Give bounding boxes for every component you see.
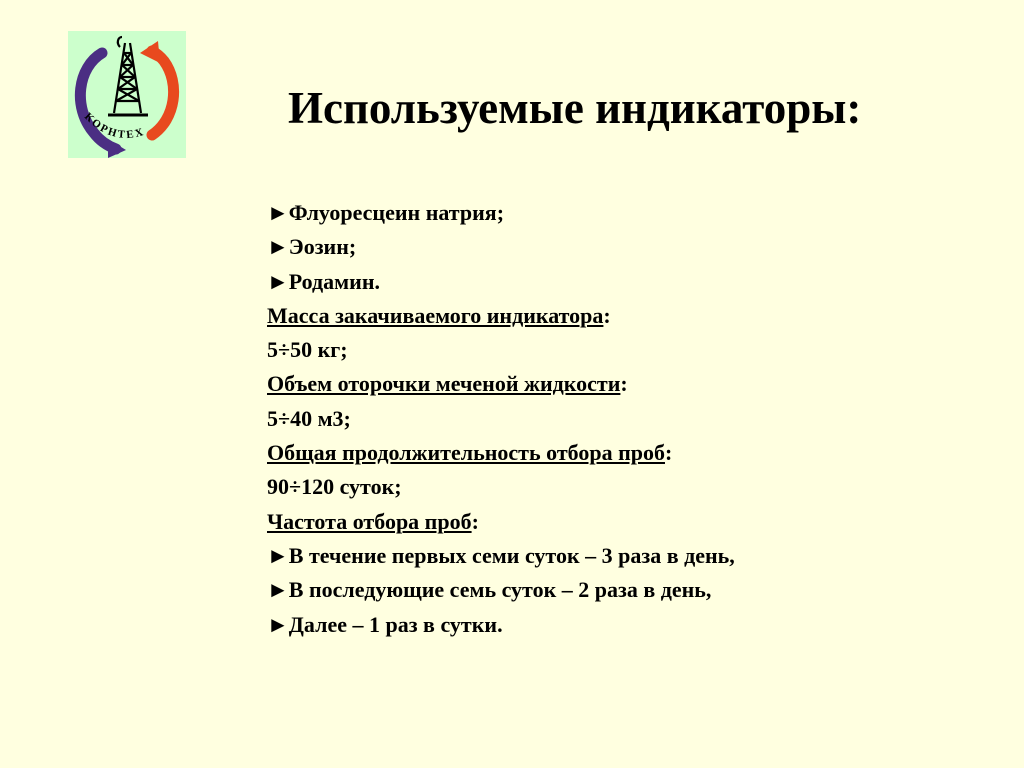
logo-text: КОРНТЕХ	[81, 110, 147, 142]
heading-slug-volume: Объем оторочки меченой жидкости:	[267, 371, 628, 397]
list-item-rhodamine: ►Родамин.	[267, 268, 381, 294]
right-arrow-head	[140, 41, 160, 63]
bullet-icon: ►	[267, 234, 289, 260]
bullet-icon: ►	[267, 268, 289, 294]
list-item-fluorescein: ►Флуоресцеин натрия;	[267, 200, 505, 225]
bullet-icon: ►	[267, 577, 289, 603]
bullet-icon: ►	[267, 200, 289, 225]
list-item-after: ►Далее – 1 раз в сутки.	[267, 611, 503, 637]
page-title: Используемые индикаторы:	[288, 83, 862, 133]
list-item-second-week: ►В последующие семь суток – 2 раза в день,	[267, 577, 712, 603]
bullet-icon: ►	[267, 542, 289, 568]
list-item-first-week: ►В течение первых семи суток – 3 раза в день,	[267, 542, 735, 568]
derrick-shape	[108, 37, 148, 115]
right-arrow-shape	[152, 51, 174, 135]
list-item-eosin: ►Эозин;	[267, 234, 357, 260]
value-sampling-duration: 90÷120 суток;	[267, 474, 402, 500]
company-logo	[68, 31, 186, 158]
value-indicator-mass: 5÷50 кг;	[267, 337, 348, 363]
left-arrow-head	[108, 139, 126, 158]
heading-indicator-mass: Масса закачиваемого индикатора:	[267, 302, 611, 328]
heading-sampling-duration: Общая продолжительность отбора проб:	[267, 440, 673, 466]
indicator-list	[267, 196, 1007, 642]
oil-derrick-recycle-logo-icon	[68, 31, 186, 158]
bullet-icon: ►	[267, 611, 289, 637]
heading-sampling-frequency: Частота отбора проб:	[267, 508, 479, 534]
value-slug-volume: 5÷40 м3;	[267, 405, 351, 431]
